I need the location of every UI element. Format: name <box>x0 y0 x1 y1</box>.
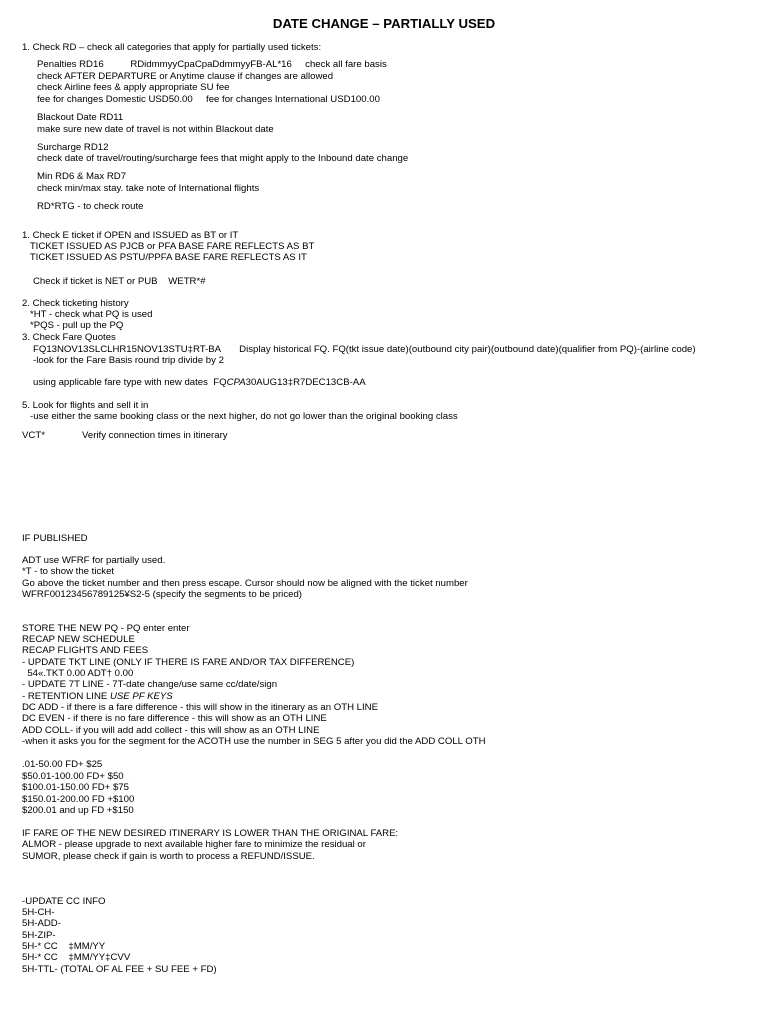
store-line: STORE THE NEW PQ - PQ enter enter <box>22 623 190 634</box>
fee-line: $100.01-150.00 FD+ $75 <box>22 782 129 793</box>
store-line: RECAP FLIGHTS AND FEES <box>22 645 149 656</box>
ticketing-history-line: *HT - check what PQ is used <box>22 309 153 320</box>
applicable-fare-prefix: using applicable fare type with new dates FQ <box>33 377 227 388</box>
lower-fare-line: IF FARE OF THE NEW DESIRED ITINERARY IS LOWER THAN THE ORIGINAL FARE: <box>22 828 399 839</box>
store-line: - UPDATE 7T LINE - 7T-date change/use same cc/date/sign <box>22 679 278 690</box>
cc-info-line: -UPDATE CC INFO <box>22 896 106 907</box>
penalties-line: check Airline fees & apply appropriate SU fee <box>37 82 230 93</box>
cc-info-line: 5H-* CC ‡MM/YY‡CVV <box>22 952 131 963</box>
store-line: -when it asks you for the segment for the ACOTH use the number in SEG 5 after you did the ADD COLL OTH <box>22 736 486 747</box>
fee-line: .01-50.00 FD+ $25 <box>22 759 103 770</box>
store-line: RECAP NEW SCHEDULE <box>22 634 135 645</box>
published-line: Go above the ticket number and then press escape. Cursor should now be aligned with the ticket number <box>22 578 468 589</box>
look-line: -look for the Fare Basis round trip divide by 2 <box>33 355 224 366</box>
ticketing-history-line: *PQS - pull up the PQ <box>22 320 124 331</box>
ticketing-history-line: 2. Check ticketing history <box>22 298 129 309</box>
minmax-line: check min/max stay. take note of International flights <box>37 183 260 194</box>
lower-fare-line: SUMOR, please check if gain is worth to process a REFUND/ISSUE. <box>22 851 315 862</box>
vct-description: Verify connection times in itinerary <box>82 430 228 441</box>
vct-code: VCT* <box>22 430 45 441</box>
retention-line <box>22 691 173 702</box>
blackout-line: Blackout Date RD11 <box>37 112 124 123</box>
retention-keys: USE PF KEYS <box>109 691 173 702</box>
lower-fare-line: ALMOR - please upgrade to next available higher fare to minimize the residual or <box>22 839 366 850</box>
cc-info-line: 5H-* CC ‡MM/YY <box>22 941 106 952</box>
penalties-line: fee for changes Domestic USD50.00 fee for changes International USD100.00 <box>37 94 380 105</box>
flights-line: -use either the same booking class or the next higher, do not go lower than the original booking class <box>22 411 458 422</box>
fee-line: $50.01-100.00 FD+ $50 <box>22 771 124 782</box>
store-line: - UPDATE TKT LINE (ONLY IF THERE IS FARE AND/OR TAX DIFFERENCE) <box>22 657 355 668</box>
store-line: DC ADD - if there is a fare difference - this will show in the itinerary as an OTH LINE <box>22 702 378 713</box>
surcharge-line: check date of travel/routing/surcharge fees that might apply to the Inbound date change <box>37 153 409 164</box>
blackout-line: make sure new date of travel is not within Blackout date <box>37 124 274 135</box>
eticket-line: TICKET ISSUED AS PSTU/PPFA BASE FARE REFLECTS AS IT <box>22 252 307 263</box>
route-line: RD*RTG - to check route <box>37 201 144 212</box>
store-line: ADD COLL- if you will add add collect - this will show as an OTH LINE <box>22 725 320 736</box>
document-title: DATE CHANGE – PARTIALLY USED <box>272 16 496 31</box>
fee-line: $200.01 and up FD +$150 <box>22 805 134 816</box>
applicable-fare-line <box>33 377 366 388</box>
section-1-heading: 1. Check RD – check all categories that apply for partially used tickets: <box>22 42 322 53</box>
published-line: WFRF00123456789125¥S2-5 (specify the segments to be priced) <box>22 589 302 600</box>
store-line: DC EVEN - if there is no fare difference - this will show as an OTH LINE <box>22 713 327 724</box>
penalties-line: check AFTER DEPARTURE or Anytime clause if changes are allowed <box>37 71 334 82</box>
penalties-line: Penalties RD16 RDidmmyyCpaCpaDdmmyyFB-AL*16 check all fare basis <box>37 59 387 70</box>
applicable-fare-suffix: 30AUG13‡R7DEC13CB-AA <box>245 377 366 388</box>
published-heading: IF PUBLISHED <box>22 533 88 544</box>
store-line: 54«.TKT 0.00 ADT† 0.00 <box>22 668 134 679</box>
fq-line: FQ13NOV13SLCLHR15NOV13STU‡RT-BA Display historical FQ. FQ(tkt issue date)(outbound city pair)(outbound date)(qualifier from PQ)-(airline code) <box>33 344 696 355</box>
fare-quotes-heading: 3. Check Fare Quotes <box>22 332 116 343</box>
flights-line: 5. Look for flights and sell it in <box>22 400 149 411</box>
eticket-line: 1. Check E ticket if OPEN and ISSUED as BT or IT <box>22 230 239 241</box>
net-pub-line: Check if ticket is NET or PUB WETR*# <box>33 276 206 287</box>
cc-info-line: 5H-TTL- (TOTAL OF AL FEE + SU FEE + FD) <box>22 964 217 975</box>
surcharge-line: Surcharge RD12 <box>37 142 109 153</box>
published-line: ADT use WFRF for partially used. <box>22 555 166 566</box>
minmax-line: Min RD6 & Max RD7 <box>37 171 127 182</box>
cc-info-line: 5H-ZIP- <box>22 930 56 941</box>
eticket-line: TICKET ISSUED AS PJCB or PFA BASE FARE REFLECTS AS BT <box>22 241 315 252</box>
cc-info-line: 5H-ADD- <box>22 918 61 929</box>
fee-line: $150.01-200.00 FD +$100 <box>22 794 135 805</box>
cc-info-line: 5H-CH- <box>22 907 55 918</box>
retention-prefix: - RETENTION LINE <box>22 691 110 702</box>
published-line: *T - to show the ticket <box>22 566 115 577</box>
applicable-fare-code: CPA <box>226 377 246 388</box>
